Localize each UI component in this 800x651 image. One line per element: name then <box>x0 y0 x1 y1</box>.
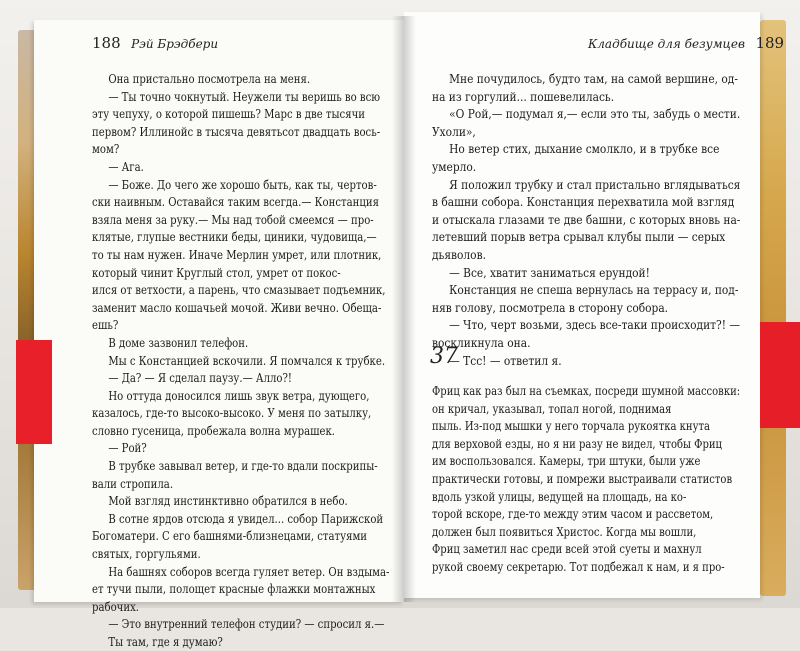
text-line: Я положил трубку и стал пристально вглядываться <box>449 176 741 192</box>
text-line: В сотне ярдов отсюда я увидел... собор Парижской <box>108 510 384 526</box>
text-line: няв голову, посмотрела в сторону собора. <box>432 299 669 315</box>
chapter-number: 37 <box>430 344 458 369</box>
text-line: для верховой езды, но я ни разу не видел, чтобы Фриц <box>432 435 722 451</box>
text-line: клятые, глупые вестники беды, циники, чудовища,— <box>92 229 377 245</box>
right-page-text-bottom <box>432 382 800 576</box>
text-line: должен был появиться Христос. Когда мы вошли, <box>432 523 697 539</box>
text-line: то ты нам нужен. Иначе Мерлин умрет, или плотник, <box>92 246 382 262</box>
left-page-author: Рэй Брэдбери <box>131 37 219 51</box>
red-bookmark-left <box>16 340 52 444</box>
text-line: дьяволов. <box>432 246 486 262</box>
text-line: — Да? — Я сделал паузу.— Алло?! <box>108 370 292 386</box>
text-line: — Что, черт возьми, здесь все-таки происходит?! — <box>449 317 741 333</box>
text-line: словно гусеница, пробежала волна мурашек. <box>92 422 336 438</box>
text-line: пыль. Из-под мышки у него торчала рукоятка кнута <box>432 418 710 434</box>
text-line: Но оттуда доносился лишь звук ветра, дующего, <box>108 387 370 403</box>
right-page-number: 189 <box>755 34 785 52</box>
text-line: Фриц заметил нас среди всей этой суеты и махнул <box>432 541 702 557</box>
text-line: летевший порыв ветра срывал клубы пыли — серых <box>432 229 726 245</box>
right-page-header <box>588 34 784 52</box>
text-line: казалось, где-то высоко-высоко. У меня по затылку, <box>92 405 372 421</box>
text-line: — Боже. До чего же хорошо быть, как ты, чертов- <box>108 176 377 192</box>
text-line: в башни собора. Констанция перехватила мой взгляд <box>432 194 735 210</box>
text-line: взяла меня за руку.— Мы над тобой смеемся — про- <box>92 211 374 227</box>
left-page-text <box>92 70 457 651</box>
text-line: вдоль узкой улицы, ведущей на площадь, на ко- <box>432 488 687 504</box>
text-line: ет тучи пыли, полощет красные флажки монтажных <box>92 581 376 597</box>
text-line: вали стропила. <box>92 475 174 491</box>
text-line: рабочих. <box>92 598 140 614</box>
text-line: который чинит Круглый стол, умрет от покос- <box>92 264 341 280</box>
text-line: — Это внутренний телефон студии? — спросил я.— <box>108 616 385 632</box>
right-page-text-top <box>432 70 791 369</box>
text-line: — Все, хватит заниматься ерундой! <box>449 264 650 280</box>
text-line: им воспользовался. Камеры, три штуки, были уже <box>432 453 701 469</box>
text-line: В трубке завывал ветер, и где-то вдали поскрипы- <box>108 458 378 474</box>
text-line: — Ты точно чокнутый. Неужели ты веришь во всю <box>108 88 381 104</box>
text-line: Она пристально посмотрела на меня. <box>108 71 311 86</box>
text-line: на из горгулий... пошевелилась. <box>432 88 615 104</box>
text-line: Мой взгляд инстинктивно обратился в небо. <box>108 493 348 509</box>
text-line: Фриц как раз был на съемках, посреди шумной массовки: <box>432 383 741 398</box>
text-line: торой вскоре, где-то между этим часом и рассветом, <box>432 506 714 522</box>
text-line: «О Рой,— подумал я,— если это ты, забудь о мести. <box>449 106 741 122</box>
text-line: практически готовы, и помрежи выстраивали статистов <box>432 470 733 486</box>
text-line: умерло. <box>432 158 477 174</box>
text-line: Ты там, где я думаю? <box>108 634 223 649</box>
text-line: святых, горгульями. <box>92 546 201 562</box>
text-line: В доме зазвонил телефон. <box>108 334 249 350</box>
text-line: Мы с Констанцией вскочили. Я помчался к трубке. <box>108 352 386 368</box>
right-page-title: Кладбище для безумцев <box>588 37 746 51</box>
text-line: мом? <box>92 141 120 157</box>
text-line: эту чепуху, о которой пишешь? Марс в две тысячи <box>92 106 366 122</box>
text-line: первом? Иллинойс в тысяча девятьсот двадцать вось- <box>92 123 381 139</box>
text-line: заменит масло кошачьей мочой. Живи вечно. Обеща- <box>92 299 382 315</box>
text-line: он кричал, указывал, топал ногой, поднимая <box>432 400 672 416</box>
text-line: — Тсс! — ответил я. <box>449 352 562 368</box>
text-line: ски наивным. Оставайся таким всегда.— Констанция <box>92 194 379 210</box>
text-line: ешь? <box>92 317 119 333</box>
left-page-number: 188 <box>92 34 121 52</box>
text-line: Богоматери. С его башнями-близнецами, статуями <box>92 528 368 544</box>
text-line: На башнях соборов всегда гуляет ветер. Он вздыма- <box>108 563 390 579</box>
text-line: — Ага. <box>108 158 144 174</box>
text-line: воскликнула она. <box>432 334 531 350</box>
text-line: Но ветер стих, дыхание смолкло, и в трубке все <box>449 141 720 157</box>
text-line: рукой своему секретарю. Тот подбежал к нам, и я про- <box>432 558 725 574</box>
text-line: ился от ветхости, а парень, что смазывает подъемник, <box>92 282 386 298</box>
left-page-header <box>92 34 218 52</box>
text-line: — Рой? <box>108 440 147 456</box>
text-line: Ухоли», <box>432 123 476 139</box>
text-line: Констанция не спеша вернулась на террасу и, под- <box>449 282 739 298</box>
text-line: и отыскала глазами те две башни, с которых вновь на- <box>432 211 741 227</box>
text-line: Мне почудилось, будто там, на самой вершине, од- <box>449 71 738 86</box>
